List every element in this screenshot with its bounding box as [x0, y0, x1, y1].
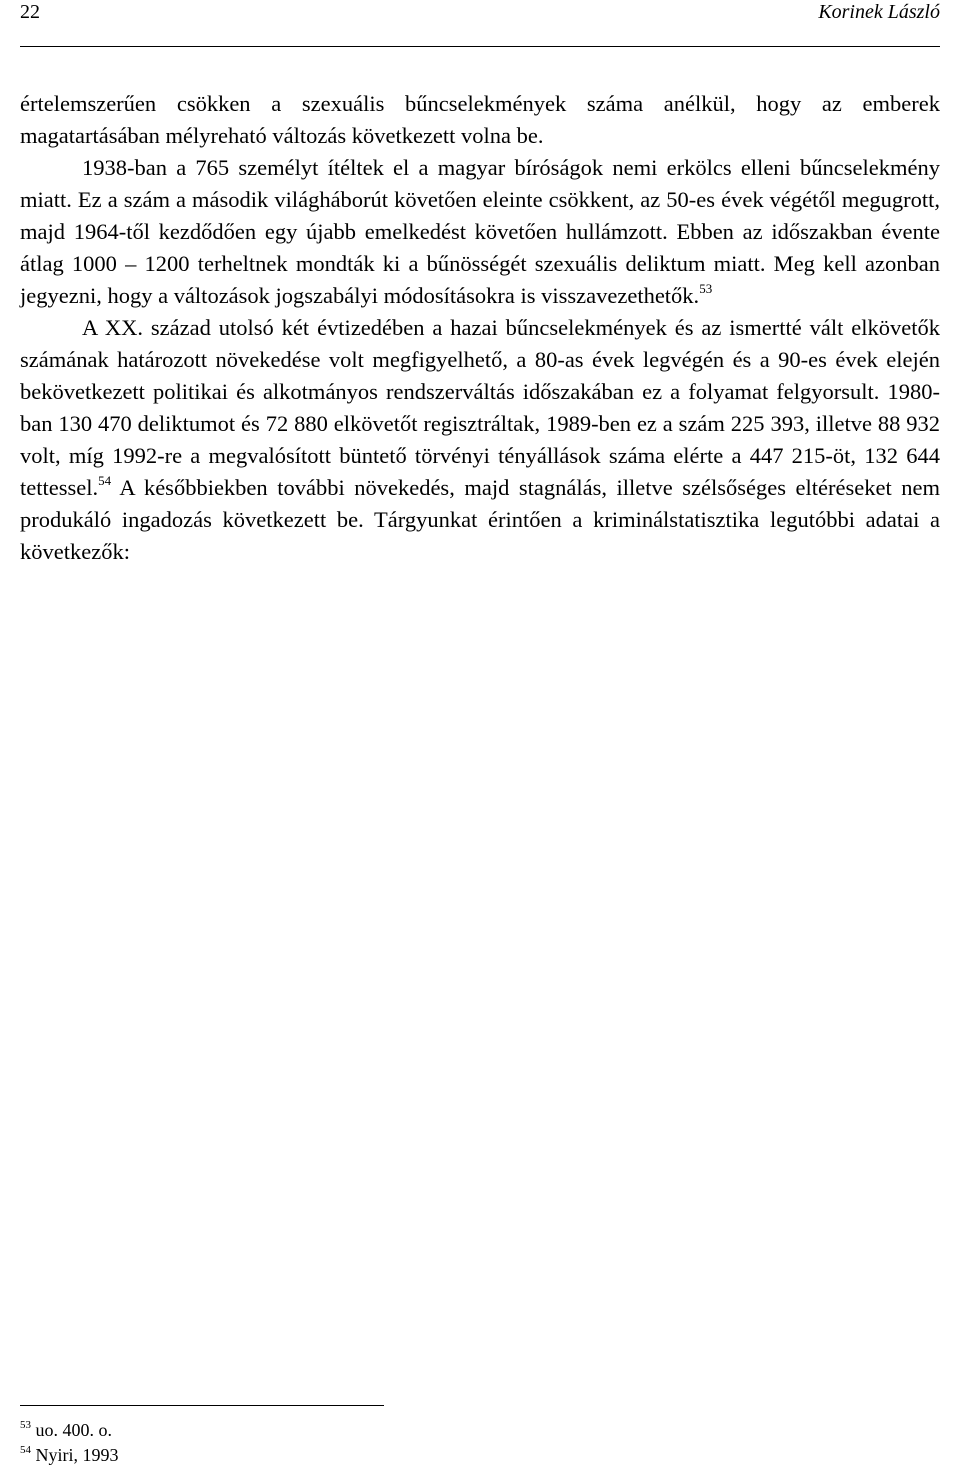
footnote-53 [20, 1418, 119, 1443]
page-number: 22 [20, 1, 40, 23]
paragraph-3-text-b: A későbbiekben további növekedés, majd stagnálás, illetve szélsőséges eltéréseket nem produkáló ingadozás következett be. Tárgyunkat érintően a kriminálstatisztika legutóbbi adatai a következők: [20, 475, 940, 564]
paragraph-3-text-a: A XX. század utolsó két évtizedében a hazai bűncselekmények és az ismertté vált elkövetők számának határozott növekedése volt megfigyelhető, a 80-as évek legvégén és a 90-es évek elején bekövetkezett politikai és alkotmányos rendszerváltás időszakában ez a folyamat felgyorsult. 1980-ban 130 470 deliktumot és 72 880 elkövetőt regisztráltak, 1989-ben ez a szám 225 393, illetve 88 932 volt, míg 1992-re a megvalósított büntető törvényi tényállások száma elérte a 447 215-öt, 132 644 tettessel. [20, 315, 940, 500]
footnote-text: Nyiri, 1993 [35, 1445, 119, 1465]
footnote-number: 53 [20, 1419, 31, 1431]
footnote-ref-53: 53 [699, 280, 713, 296]
footnotes [20, 1418, 119, 1468]
footnote-ref-54: 54 [98, 472, 112, 488]
paragraph-3 [20, 312, 940, 568]
paragraph-2-text: 1938-ban a 765 személyt ítéltek el a magyar bíróságok nemi erkölcs elleni bűncselekmény miatt. Ez a szám a második világháborút követően eleinte csökkent, az 50-es évek végétől megugrott, majd 1964-től kezdődően egy újabb emelkedést követően hullámzott. Ebben az időszakban évente átlag 1000 – 1200 terheltnek mondták ki a bűnösségét szexuális deliktum miatt. Meg kell azonban jegyezni, hogy a változások jogszabályi módosításokra is visszavezethetők. [20, 155, 940, 308]
page-header [20, 0, 940, 47]
footnote-54 [20, 1443, 119, 1468]
running-author: Korinek László [818, 1, 940, 23]
footnote-number: 54 [20, 1444, 31, 1456]
paragraph-2 [20, 152, 940, 312]
footnote-text: uo. 400. o. [35, 1420, 112, 1440]
footnote-divider [20, 1405, 384, 1406]
paragraph-1: értelemszerűen csökken a szexuális bűncselekmények száma anélkül, hogy az emberek magatartásában mélyreható változás következett volna be. [20, 91, 940, 148]
body-text [20, 88, 940, 568]
